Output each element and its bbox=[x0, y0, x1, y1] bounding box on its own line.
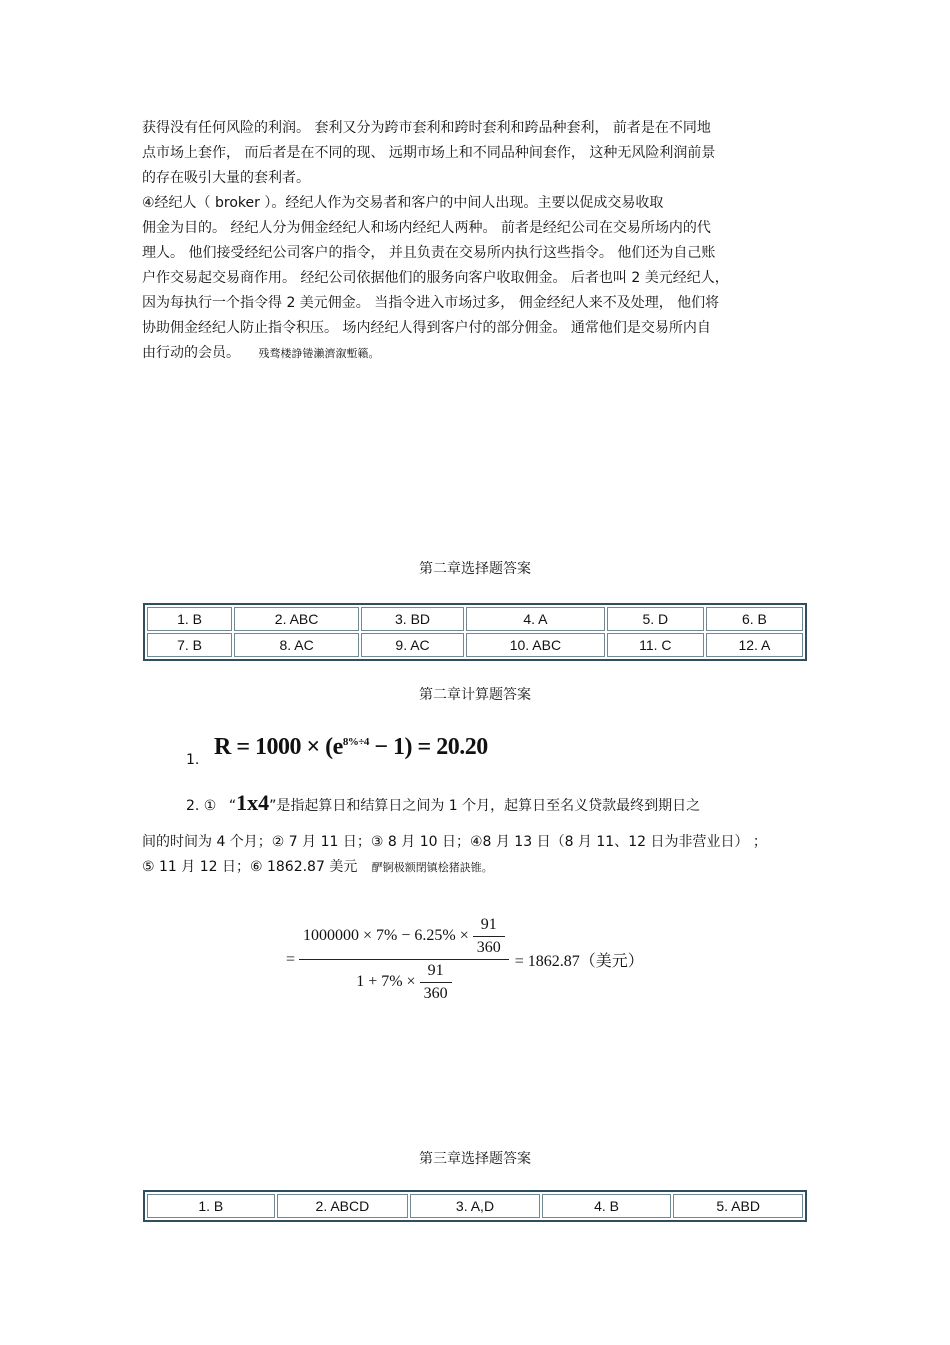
q2-line1 bbox=[186, 790, 700, 816]
term-1x4: 1x4 bbox=[236, 790, 270, 815]
q1-number: 1. bbox=[186, 752, 200, 768]
q1-formula bbox=[214, 734, 488, 761]
answer-cell: 3. A,D bbox=[410, 1194, 540, 1218]
text-fragment: 由行动的会员。 bbox=[142, 345, 240, 361]
main-numerator bbox=[299, 916, 509, 960]
inner-den: 360 bbox=[476, 939, 501, 956]
answer-cell: 8. AC bbox=[234, 633, 359, 657]
answer-cell: 3. BD bbox=[361, 607, 464, 631]
text-line: 因为每执行一个指令得 2 美元佣金。 当指令进入市场过多， 佣金经纪人来不及处理， 他们将 bbox=[142, 295, 720, 311]
text-line bbox=[142, 341, 806, 366]
main-fraction bbox=[299, 916, 509, 1003]
q2-line3 bbox=[142, 856, 493, 876]
ch2-choice-title: 第二章选择题答案 bbox=[419, 561, 531, 577]
inner-num: 91 bbox=[420, 962, 452, 983]
text-line: 户作交易起交易商作用。 经纪公司依据他们的服务向客户收取佣金。 后者也叫 2 美元经纪人， bbox=[142, 270, 729, 286]
q2-formula bbox=[286, 916, 644, 1003]
garbled-text: 酽锕极额閉镇桧猪訣锥。 bbox=[371, 861, 493, 874]
intro-paragraph bbox=[142, 116, 806, 191]
q2-line2: 间的时间为 4 个月；② 7 月 11 日；③ 8 月 10 日；④8 月 13 日（8 月 11、12 日为非营业日） ； bbox=[142, 834, 767, 850]
inner-den: 360 bbox=[423, 985, 448, 1002]
denominator-text: 1 + 7% × bbox=[356, 973, 416, 991]
q2-number: 2. ① bbox=[186, 798, 217, 814]
answer-cell: 2. ABC bbox=[234, 607, 359, 631]
text-line: ④经纪人（ broker ）。经纪人作为交易者和客户的中间人出现。主要以促成交易收取 bbox=[142, 195, 664, 211]
answer-cell: 4. A bbox=[466, 607, 605, 631]
answer-cell: 1. B bbox=[147, 607, 232, 631]
answer-cell: 10. ABC bbox=[466, 633, 605, 657]
answer-cell: 5. ABD bbox=[673, 1194, 803, 1218]
text-line: 佣金为目的。 经纪人分为佣金经纪人和场内经纪人两种。 前者是经纪公司在交易所场内的代 bbox=[142, 220, 711, 236]
ch3-choice-title: 第三章选择题答案 bbox=[419, 1151, 531, 1167]
text-line: 的存在吸引大量的套利者。 bbox=[142, 170, 310, 186]
answer-cell: 7. B bbox=[147, 633, 232, 657]
formula-prefix: = bbox=[286, 950, 296, 968]
table-row bbox=[147, 633, 803, 657]
broker-paragraph bbox=[142, 191, 806, 366]
numerator-text: 1000000 × 7% − 6.25% × bbox=[303, 927, 469, 945]
formula-exponent: 8%÷4 bbox=[342, 736, 369, 748]
ch2-choice-table bbox=[143, 603, 807, 661]
table-row bbox=[147, 1194, 803, 1218]
q2-line3-text: ⑤ 11 月 12 日；⑥ 1862.87 美元 bbox=[142, 859, 358, 875]
text-line: 点市场上套作， 而后者是在不同的现、 远期市场上和不同品种间套作， 这种无风险利润前景 bbox=[142, 145, 716, 161]
formula-left: R = 1000 × (e bbox=[214, 734, 343, 760]
answer-cell: 9. AC bbox=[361, 633, 464, 657]
text-line: 协助佣金经纪人防止指令积压。 场内经纪人得到客户付的部分佣金。 通常他们是交易所内自 bbox=[142, 320, 711, 336]
ch2-calc-title: 第二章计算题答案 bbox=[419, 687, 531, 703]
answer-cell: 5. D bbox=[607, 607, 704, 631]
text-line: 理人。 他们接受经纪公司客户的指令， 并且负责在交易所内执行这些指令。 他们还为自己账 bbox=[142, 245, 716, 261]
inner-fraction bbox=[473, 916, 505, 957]
table-row bbox=[147, 607, 803, 631]
inner-num: 91 bbox=[473, 916, 505, 937]
ch3-choice-table bbox=[143, 1190, 807, 1222]
answer-cell: 12. A bbox=[706, 633, 803, 657]
answer-cell: 4. B bbox=[542, 1194, 672, 1218]
answer-cell: 6. B bbox=[706, 607, 803, 631]
answer-cell: 1. B bbox=[147, 1194, 275, 1218]
quote-close: ” bbox=[269, 798, 277, 814]
text-line: 获得没有任何风险的利润。 套利又分为跨市套利和跨时套利和跨品种套利， 前者是在不同地 bbox=[142, 120, 711, 136]
main-denominator bbox=[299, 960, 509, 1003]
answer-cell: 11. C bbox=[607, 633, 704, 657]
formula-right: − 1) = 20.20 bbox=[368, 734, 488, 760]
q2-line1-text: 是指起算日和结算日之间为 1 个月，起算日至名义贷款最终到期日之 bbox=[276, 798, 701, 814]
inner-fraction bbox=[420, 962, 452, 1003]
formula-result: = 1862.87（美元） bbox=[514, 953, 644, 970]
garbled-text: 残骛楼諍锩瀨濟溆塹籟。 bbox=[258, 347, 380, 360]
quote-open: “ bbox=[228, 798, 237, 814]
answer-cell: 2. ABCD bbox=[277, 1194, 409, 1218]
